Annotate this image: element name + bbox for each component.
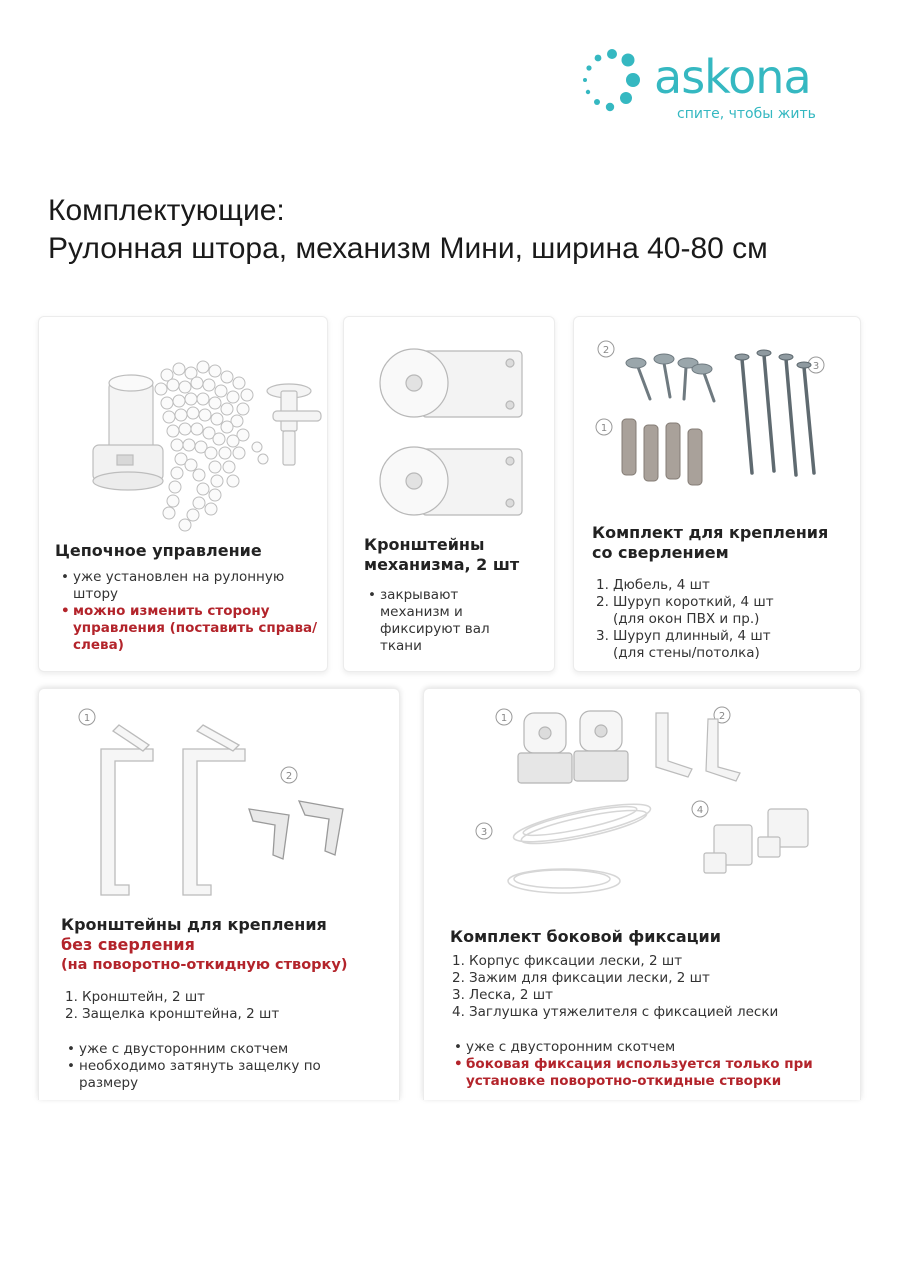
page-heading [48,192,878,268]
item-text: Заглушка утяжелителя с фиксацией лески [469,1004,779,1020]
item-number: 2. [596,594,609,610]
item-number: 4. [452,1004,465,1020]
list-item-red: • боковая фиксация используется только при установке поворотно-откидные створки [452,1056,852,1090]
badge-2: 2 [602,345,610,356]
item-number: 1. [65,989,78,1005]
brackets-bullets [366,587,516,655]
badge-4: 4 [696,805,704,816]
list-item [596,594,856,628]
list-item [452,953,852,970]
brand-tagline: спите, чтобы жить [677,106,816,122]
list-item [596,628,856,662]
brand-name: askona [654,50,811,104]
drill-kit-illustration [592,333,848,493]
drill-items [596,577,856,662]
chain-control-illustration [57,335,327,545]
list-item [65,989,385,1006]
item-text: Шуруп длинный, 4 шт [613,628,771,644]
nodrill-subtitle-red: (на поворотно-откидную створку) [61,957,348,973]
item-note: (для окон ПВХ и пр.) [613,611,760,627]
side-fixation-illustration [472,703,832,903]
list-item: • уже с двусторонним скотчем [65,1041,385,1058]
side-items [452,953,852,1021]
list-item: • уже с двусторонним скотчем [452,1039,852,1056]
item-text: Дюбель, 4 шт [613,577,710,593]
nodrill-items [65,989,385,1023]
chain-bullets [59,569,321,654]
card-chain-title: Цепочное управление [55,541,262,560]
list-item [452,1004,852,1021]
list-item [65,1006,385,1023]
item-text: Леска, 2 шт [469,987,553,1003]
list-item: • необходимо затянуть защелку по размеру [65,1058,385,1092]
item-number: 2. [452,970,465,986]
item-number: 1. [452,953,465,969]
card-side-fixation [423,688,861,1100]
card-chain-control [38,316,328,672]
badge-2: 2 [285,771,293,782]
nodrill-title-line: Кронштейны для крепления [61,915,327,934]
card-mechanism-brackets [343,316,555,672]
badge-1: 1 [500,713,508,724]
list-item [596,577,856,594]
list-item-red: • можно изменить сторону управления (поставить справа/слева) [59,603,321,654]
item-note: (для стены/потолка) [613,645,760,661]
card-nodrill-title [61,915,391,975]
item-text: Кронштейн, 2 шт [82,989,206,1005]
item-number: 3. [596,628,609,644]
badge-1: 1 [600,423,608,434]
nodrill-title-red: без сверления [61,935,195,954]
list-item: • уже установлен на рулонную штору [59,569,321,603]
card-brackets-title: Кронштейны механизма, 2 шт [364,535,520,574]
item-number: 3. [452,987,465,1003]
card-drill-title: Комплект для крепления со сверлением [592,523,829,562]
askona-dots-icon [578,46,650,118]
nodrill-bullets [65,1041,385,1092]
item-text: Корпус фиксации лески, 2 шт [469,953,683,969]
heading-line-1: Комплектующие: [48,194,285,227]
card-side-title: Комплект боковой фиксации [450,927,721,946]
item-number: 1. [596,577,609,593]
item-text: Зажим для фиксации лески, 2 шт [469,970,710,986]
badge-3: 3 [812,361,820,372]
badge-3: 3 [480,827,488,838]
item-text: Защелка кронштейна, 2 шт [82,1006,280,1022]
badge-2: 2 [718,711,726,722]
card-drill-kit [573,316,861,672]
list-item: • закрывают механизм и фиксируют вал ткани [366,587,516,655]
card-nodrill-brackets [38,688,400,1100]
side-bullets [452,1039,852,1090]
nodrill-brackets-illustration [73,705,373,905]
heading-line-2: Рулонная штора, механизм Мини, ширина 40-80 см [48,232,768,265]
list-item [452,987,852,1004]
askona-logo [578,46,868,126]
item-text: Шуруп короткий, 4 шт [613,594,774,610]
item-number: 2. [65,1006,78,1022]
badge-1: 1 [83,713,91,724]
list-item [452,970,852,987]
mechanism-brackets-illustration [368,337,538,527]
